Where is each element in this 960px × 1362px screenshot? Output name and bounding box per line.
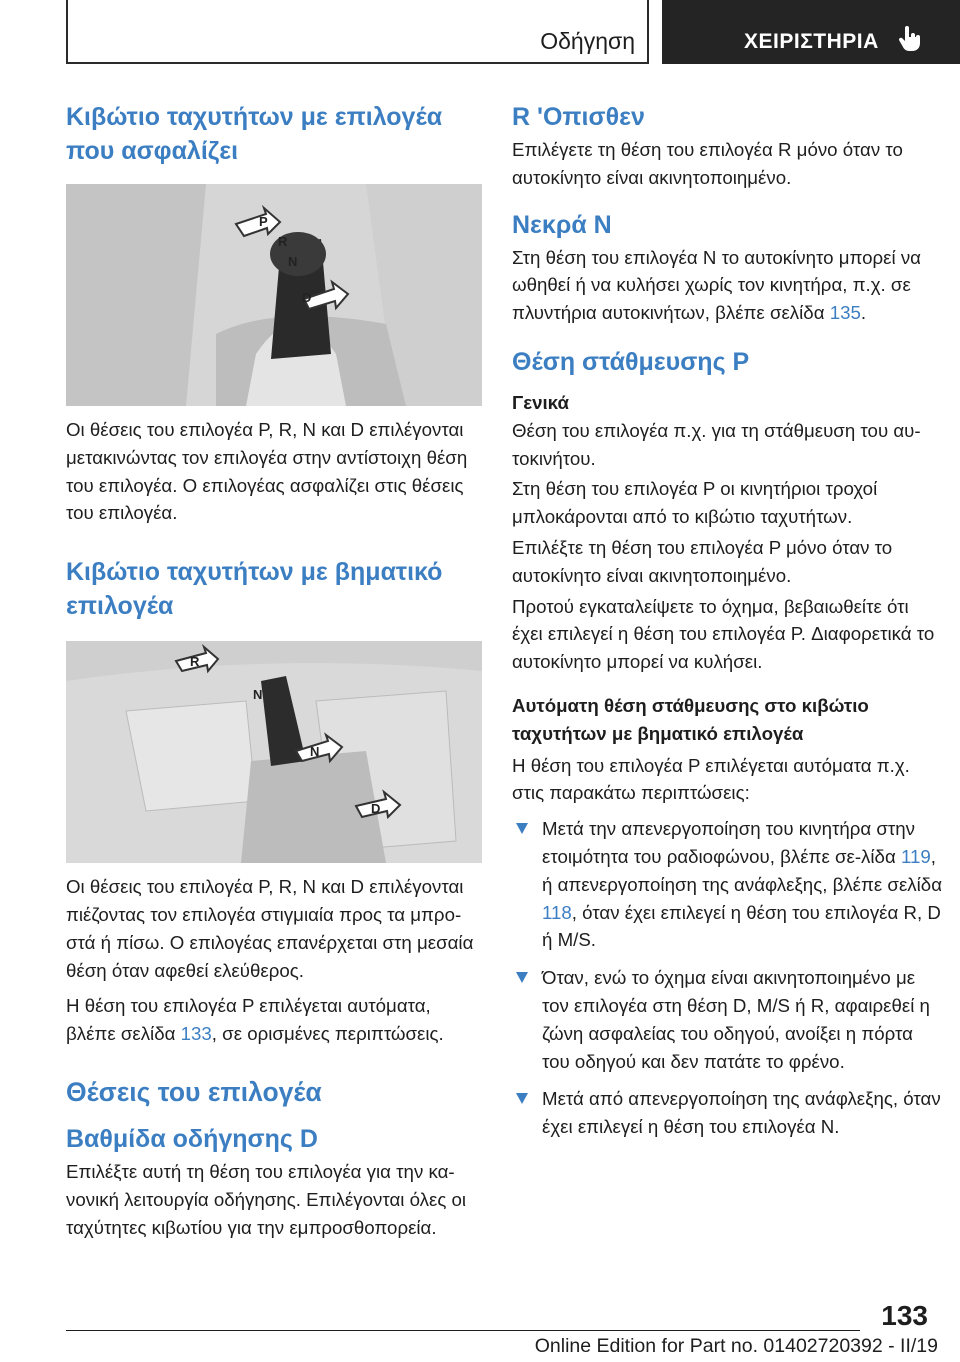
footer-divider — [66, 1330, 860, 1331]
heading-neutral: Νεκρά N — [512, 210, 612, 239]
fig2-label-n-top: N — [253, 687, 263, 703]
heading-selector-positions: Θέσεις του επιλογέα — [66, 1076, 322, 1107]
heading-locking-selector: Κιβώτιο ταχυτήτων με επιλογέα που ασφαλίζει — [66, 103, 443, 165]
page-link-119[interactable]: 119 — [900, 845, 931, 867]
chapter-tab — [662, 0, 960, 64]
page-link-133[interactable]: 133 — [180, 1023, 212, 1045]
right-column — [512, 100, 942, 1141]
fig2-label-r: R — [190, 654, 200, 670]
paragraph-general-3: Επιλέξτε τη θέση του επιλογέα P μόνο όταν το αυτοκίνητο είναι ακινητοποιημένο. — [512, 536, 893, 586]
paragraph-step-1: Οι θέσεις του επιλογέα P, R, N και D επιλέγονται πιέζοντας τον επιλογέα στιγμιαία προς τα μπρο-στά ή πίσω. Ο επιλογέας επανέρχεται στη μεσαία θέση όταν αφεθεί ελεύθερος. — [66, 876, 474, 981]
text: Όταν, ενώ το όχημα είναι ακινητοποιημένο με τον επιλογέα στη θέση D, M/S ή R, αφαιρεθεί η ζώνη ασφαλείας του οδηγού, ανοίξει η πόρτα του οδηγού και δεν πατάτε το φρένο. — [542, 967, 930, 1072]
text: Μετά την απενεργοποίηση του κινητήρα στην ετοιμότητα του ραδιοφώνου, βλέπε σε-λίδα — [542, 818, 916, 867]
text: , ή απενεργοποίηση της ανάφλεξης, βλέπε σελίδα — [542, 845, 942, 895]
heading-step-selector: Κιβώτιο ταχυτήτων με βηματικό επιλογέα — [66, 558, 443, 621]
text: , όταν έχει επιλεγεί η θέση του επιλογέα R, D ή M/S. — [542, 901, 941, 951]
heading-reverse: R 'Οπισθεν — [512, 103, 645, 131]
page-number: 133 — [881, 1300, 928, 1331]
locking-selector-illustration — [66, 184, 482, 406]
bullet-triangle-icon — [516, 972, 528, 983]
bullet-triangle-icon — [516, 1093, 528, 1104]
text: . — [860, 302, 867, 324]
paragraph-drive: Επιλέξτε αυτή τη θέση του επιλογέα για την κα-νονική λειτουργία οδήγησης. Επιλέγονται όλες οι ταχύτητες κιβωτίου για την εμπροσθοπορεία. — [66, 1161, 467, 1238]
hand-pointer-icon — [896, 24, 926, 54]
text: Η θέση του επιλογέα P επιλέγεται αυτόματα, βλέπε σελίδα — [66, 995, 431, 1045]
paragraph-neutral — [512, 244, 942, 327]
paragraph-step-2 — [66, 992, 482, 1048]
page-link-118[interactable]: 118 — [542, 901, 572, 923]
footer-edition: Online Edition for Part no. 01402720392 - II/19 — [534, 1335, 938, 1357]
fig1-label-p: P — [259, 214, 268, 229]
fig2-label-n: N — [310, 744, 320, 760]
section-label: Οδήγηση — [540, 28, 635, 54]
list-item — [512, 1085, 942, 1141]
bullet-triangle-icon — [516, 823, 528, 834]
figure-step-selector — [66, 641, 482, 863]
subheading-auto-park: Αυτόματη θέση στάθμευσης στο κιβώτιο ταχυτήτων με βηματικό επιλογέα — [512, 694, 869, 744]
text: Μετά από απενεργοποίηση της ανάφλεξης, όταν έχει επιλεγεί η θέση του επιλογέα N. — [542, 1088, 941, 1138]
paragraph-general-4: Προτού εγκαταλείψετε το όχημα, βεβαιωθείτε ότι έχει επιλεγεί η θέση του επιλογέα P. Διαφορετικά το αυτοκίνητο μπορεί να κυλήσει. — [512, 595, 935, 673]
heading-park: Θέση στάθμευσης P — [512, 347, 750, 376]
paragraph-general-2: Στη θέση του επιλογέα P οι κινητήριοι τροχοί μπλοκάρονται από το κιβώτιο ταχυτήτων. — [512, 478, 878, 528]
paragraph-locking: Οι θέσεις του επιλογέα P, R, N και D επιλέγονται μετακινώντας τον επιλογέα στην αντίστοιχη θέση του επιλογέα. Ο επιλογέας ασφαλίζει στις θέσεις του επιλογέα. — [66, 419, 468, 524]
list-item — [512, 964, 942, 1075]
fig2-label-d: D — [371, 801, 381, 817]
fig1-label-d: D — [302, 290, 312, 305]
fig1-label-n: N — [288, 254, 298, 269]
subheading-general: Γενικά — [512, 391, 569, 413]
paragraph-auto-park: Η θέση του επιλογέα P επιλέγεται αυτόματα π.χ. στις παρακάτω περιπτώσεις: — [512, 754, 910, 804]
chapter-label: ΧΕΙΡΙΣΤΗΡΙΑ — [744, 30, 879, 53]
fig1-label-r: R — [278, 234, 288, 249]
left-column — [66, 100, 482, 1241]
text: Στη θέση του επιλογέα N το αυτοκίνητο μπορεί να ωθηθεί ή να κυλήσει χωρίς τον κινητήρα, π.χ. σε πλυντήρια αυτοκινήτων, βλέπε σελίδα — [512, 246, 921, 324]
step-selector-illustration — [66, 641, 482, 863]
paragraph-general-1: Θέση του επιλογέα π.χ. για τη στάθμευση του αυ-τοκινήτου. — [512, 419, 921, 469]
text: , σε ορισμένες περιπτώσεις. — [211, 1023, 444, 1045]
section-tab — [66, 0, 649, 64]
figure-locking-selector — [66, 184, 482, 406]
list-item — [512, 815, 942, 954]
heading-drive: Βαθμίδα οδήγησης D — [66, 1125, 318, 1153]
paragraph-reverse: Επιλέγετε τη θέση του επιλογέα R μόνο όταν το αυτοκίνητο είναι ακινητοποιημένο. — [512, 139, 903, 188]
page-link-135[interactable]: 135 — [829, 302, 861, 324]
